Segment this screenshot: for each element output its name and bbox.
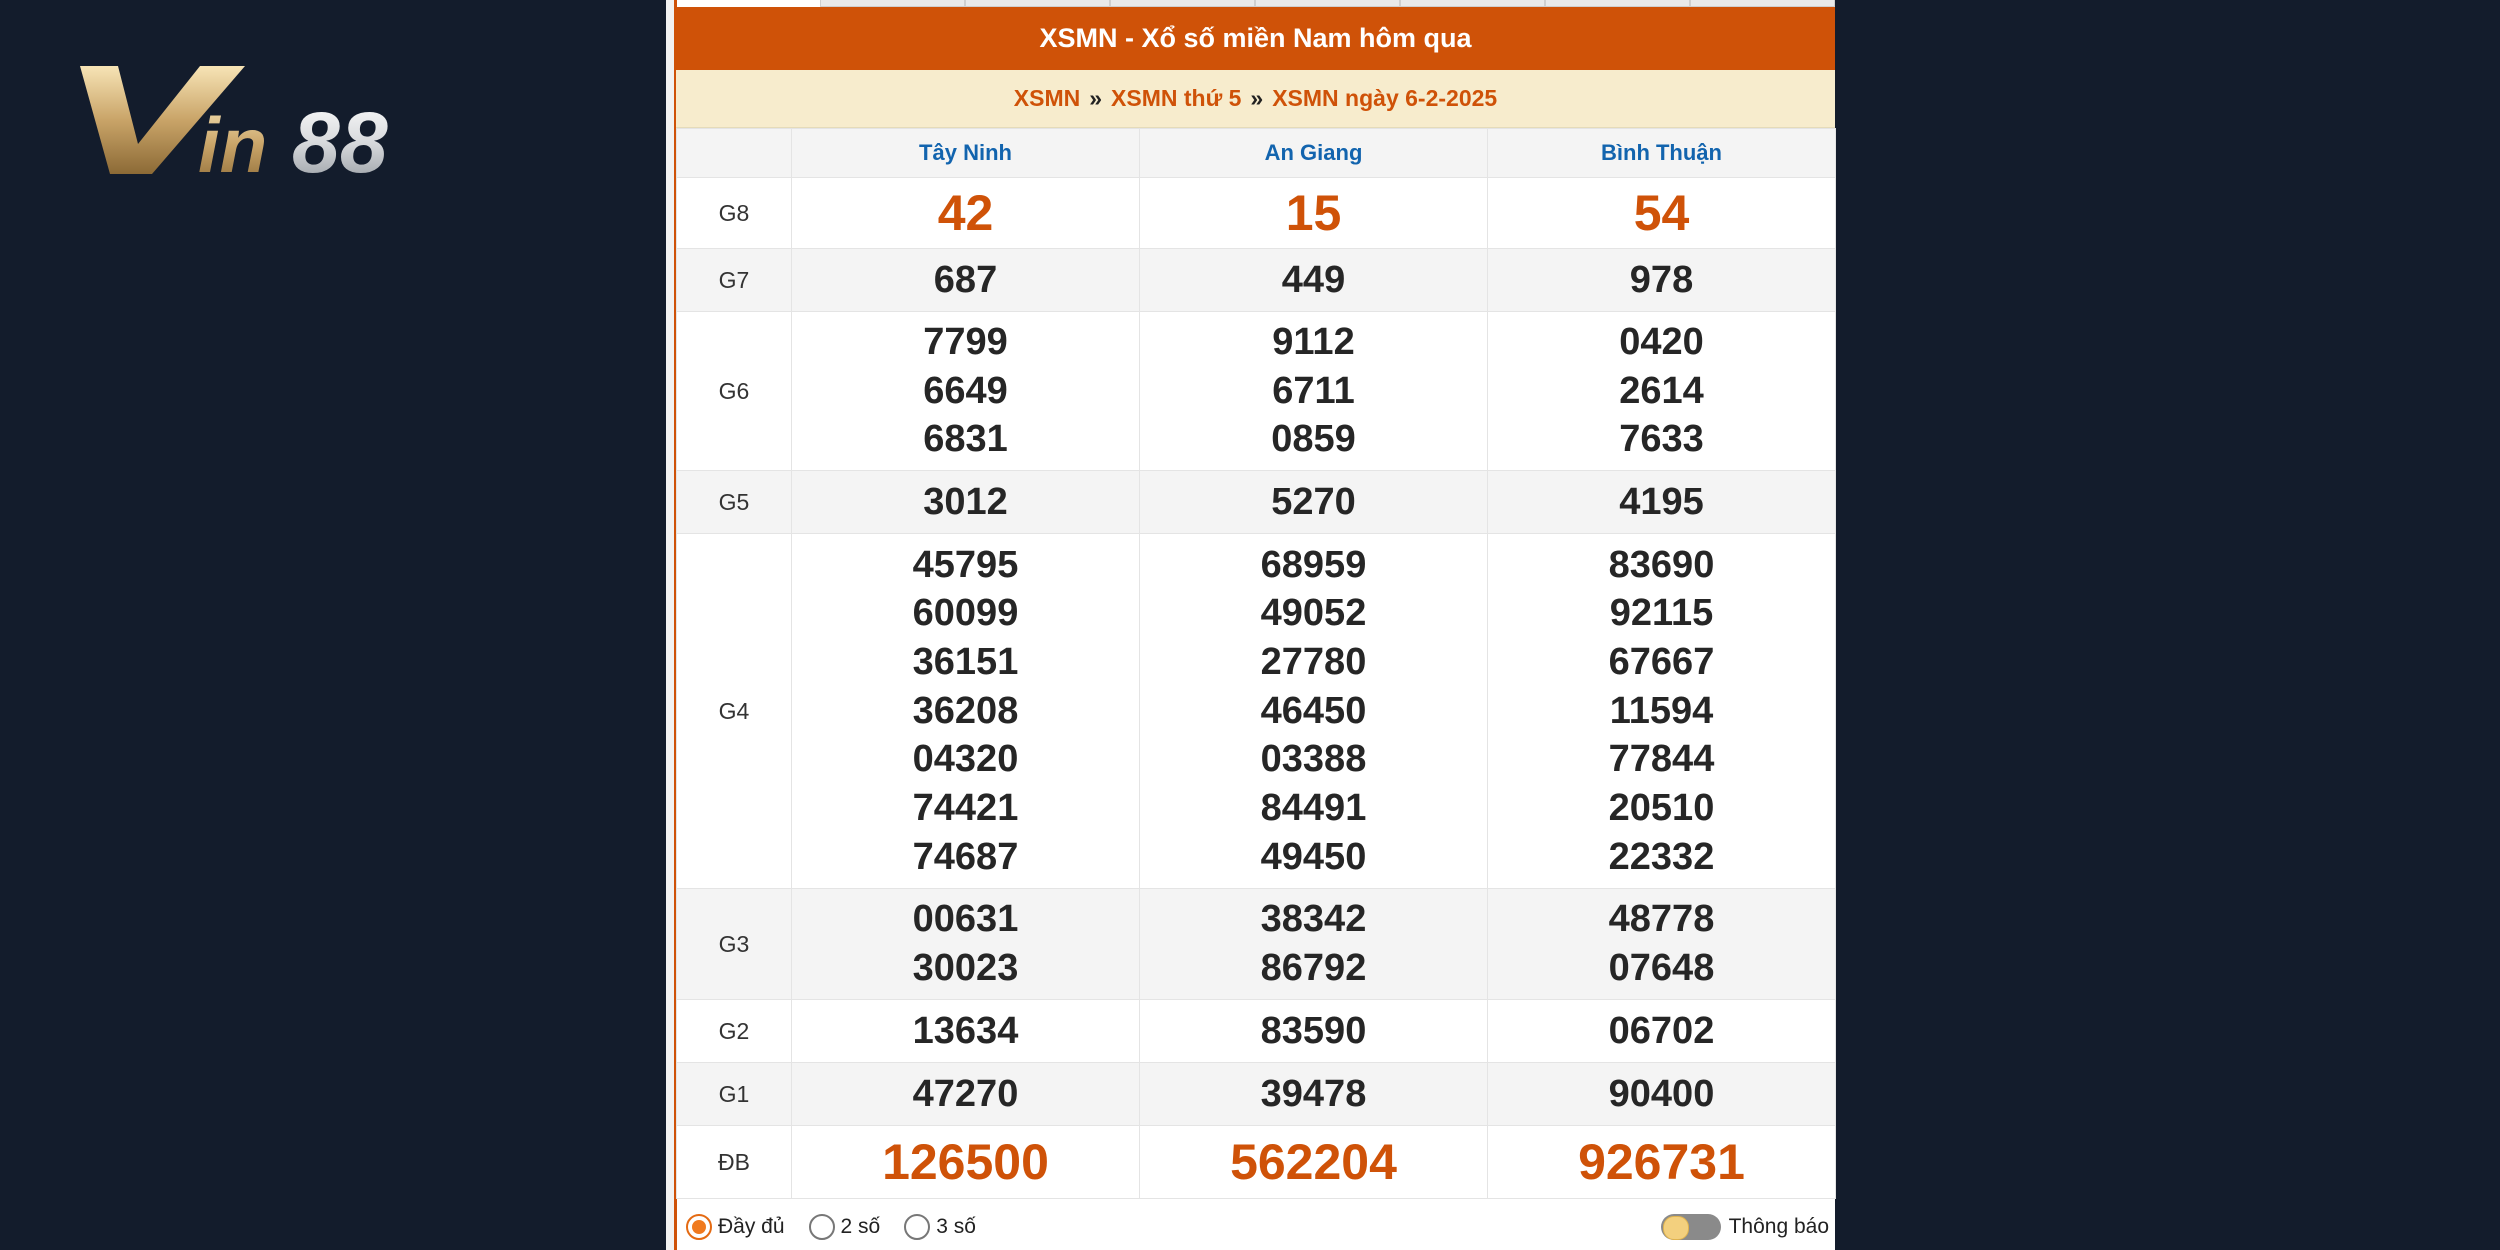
tab[interactable]	[1690, 0, 1835, 7]
prize-cell	[1140, 1063, 1488, 1126]
prize-cell	[792, 1126, 1140, 1199]
province-header[interactable]: Bình Thuận	[1488, 129, 1836, 178]
prize-row	[677, 534, 1836, 889]
result-number: 15	[1285, 184, 1342, 241]
result-number: 0859	[1271, 418, 1356, 461]
result-number: 20510	[1608, 787, 1715, 830]
tab[interactable]	[820, 0, 965, 7]
result-number: 04320	[912, 738, 1019, 781]
prize-label: G1	[677, 1063, 792, 1126]
prize-cell	[1140, 312, 1488, 471]
result-number: 126500	[882, 1133, 1049, 1190]
toggle-switch-icon[interactable]	[1661, 1214, 1721, 1240]
prize-label: G5	[677, 471, 792, 534]
prize-row	[677, 249, 1836, 312]
result-number: 9112	[1272, 320, 1355, 363]
option-2-digits[interactable]	[809, 1214, 881, 1240]
prize-cell	[1488, 889, 1836, 1000]
result-number: 48778	[1608, 898, 1715, 941]
result-number: 45795	[912, 543, 1019, 586]
prize-row	[677, 889, 1836, 1000]
result-number: 978	[1629, 258, 1694, 301]
result-number: 74421	[912, 787, 1019, 830]
results-table	[676, 128, 1836, 1199]
result-number: 36151	[912, 640, 1019, 683]
result-number: 49052	[1260, 592, 1367, 635]
result-number: 83590	[1260, 1009, 1367, 1052]
result-number: 11594	[1609, 689, 1714, 732]
result-number: 6649	[923, 369, 1008, 412]
tab-strip	[820, 0, 1835, 7]
breadcrumb-separator: »	[1089, 85, 1103, 111]
result-number: 27780	[1260, 640, 1367, 683]
option-label: 3 số	[936, 1215, 976, 1238]
option-label: Đầy đủ	[718, 1215, 785, 1238]
result-number: 0420	[1619, 320, 1704, 363]
notification-label: Thông báo	[1728, 1215, 1829, 1238]
prize-row	[677, 471, 1836, 534]
result-number: 926731	[1578, 1133, 1745, 1190]
result-number: 4195	[1619, 480, 1704, 523]
result-number: 83690	[1608, 543, 1715, 586]
prize-label: G8	[677, 178, 792, 249]
result-number: 449	[1281, 258, 1346, 301]
prize-label: G7	[677, 249, 792, 312]
result-number: 67667	[1608, 640, 1715, 683]
prize-cell	[792, 471, 1140, 534]
result-number: 60099	[912, 592, 1019, 635]
prize-label: G4	[677, 534, 792, 889]
result-number: 5270	[1271, 480, 1356, 523]
prize-cell	[792, 1063, 1140, 1126]
prize-cell	[792, 249, 1140, 312]
prize-cell	[792, 534, 1140, 889]
result-number: 22332	[1608, 835, 1715, 878]
prize-label: G2	[677, 1000, 792, 1063]
prize-cell	[1488, 249, 1836, 312]
prize-label: G3	[677, 889, 792, 1000]
header-blank-cell	[677, 129, 792, 178]
prize-cell	[1140, 178, 1488, 249]
result-number: 6831	[923, 418, 1008, 461]
vin88-logo	[80, 66, 450, 181]
result-number: 562204	[1230, 1133, 1397, 1190]
tab[interactable]	[965, 0, 1110, 7]
result-number: 92115	[1609, 592, 1714, 635]
result-number: 77844	[1608, 738, 1715, 781]
option-3-digits[interactable]	[904, 1214, 976, 1240]
tab[interactable]	[1255, 0, 1400, 7]
breadcrumb-link-xsmn[interactable]: XSMN	[1013, 85, 1081, 111]
option-full[interactable]	[686, 1214, 785, 1240]
prize-cell	[1488, 1063, 1836, 1126]
prize-cell	[1140, 1000, 1488, 1063]
breadcrumb-link-date[interactable]: XSMN ngày 6-2-2025	[1272, 85, 1498, 111]
result-number: 07648	[1608, 947, 1715, 989]
result-number: 06702	[1608, 1009, 1715, 1052]
prize-row	[677, 178, 1836, 249]
result-number: 13634	[912, 1009, 1019, 1052]
result-number: 3012	[923, 480, 1008, 523]
svg-text:88: 88	[292, 95, 388, 181]
prize-cell	[1140, 889, 1488, 1000]
option-label: 2 số	[840, 1215, 881, 1238]
prize-cell	[1488, 1126, 1836, 1199]
prize-cell	[792, 889, 1140, 1000]
prize-cell	[1140, 1126, 1488, 1199]
tab[interactable]	[1110, 0, 1255, 7]
prize-row	[677, 1000, 1836, 1063]
result-number: 49450	[1260, 835, 1367, 878]
table-header-row	[677, 129, 1836, 178]
prize-cell	[1488, 178, 1836, 249]
result-number: 47270	[912, 1072, 1019, 1115]
notification-toggle[interactable]	[1661, 1214, 1829, 1240]
prize-cell	[792, 312, 1140, 471]
result-number: 00631	[912, 898, 1019, 941]
result-number: 03388	[1260, 738, 1367, 781]
result-number: 46450	[1260, 689, 1367, 732]
result-number: 7633	[1619, 418, 1704, 461]
breadcrumb-link-weekday[interactable]: XSMN thứ 5	[1111, 85, 1242, 111]
result-number: 2614	[1619, 369, 1704, 412]
prize-cell	[1488, 471, 1836, 534]
display-options-bar	[676, 1204, 1835, 1250]
result-number: 42	[937, 184, 994, 241]
result-number: 68959	[1260, 543, 1367, 586]
tab[interactable]	[1545, 0, 1690, 7]
prize-cell	[1488, 534, 1836, 889]
result-number: 84491	[1260, 787, 1367, 830]
breadcrumb	[676, 70, 1835, 128]
svg-text:in: in	[198, 101, 268, 181]
prize-row	[677, 312, 1836, 471]
prize-cell	[1140, 471, 1488, 534]
result-number: 86792	[1260, 947, 1367, 989]
prize-cell	[1488, 312, 1836, 471]
prize-row	[677, 1126, 1836, 1199]
result-number: 90400	[1608, 1072, 1715, 1115]
prize-label: G6	[677, 312, 792, 471]
result-number: 39478	[1260, 1072, 1367, 1115]
prize-cell	[792, 1000, 1140, 1063]
result-number: 54	[1633, 184, 1690, 241]
prize-cell	[1488, 1000, 1836, 1063]
province-header[interactable]: Tây Ninh	[792, 129, 1140, 178]
prize-cell	[792, 178, 1140, 249]
tab[interactable]	[1400, 0, 1545, 7]
province-header[interactable]: An Giang	[1140, 129, 1488, 178]
result-number: 38342	[1260, 898, 1367, 941]
prize-cell	[1140, 534, 1488, 889]
result-number: 36208	[912, 689, 1019, 732]
result-number: 7799	[923, 320, 1008, 363]
breadcrumb-separator: »	[1250, 85, 1264, 111]
prize-label: ĐB	[677, 1126, 792, 1199]
result-number: 30023	[912, 947, 1019, 989]
radio-icon[interactable]	[809, 1214, 835, 1240]
radio-selected-icon[interactable]	[686, 1214, 712, 1240]
result-number: 6711	[1272, 369, 1355, 412]
result-number: 74687	[912, 835, 1019, 878]
radio-icon[interactable]	[904, 1214, 930, 1240]
results-title: XSMN - Xổ số miền Nam hôm qua	[676, 7, 1835, 70]
prize-row	[677, 1063, 1836, 1126]
result-number: 687	[933, 258, 998, 301]
prize-cell	[1140, 249, 1488, 312]
